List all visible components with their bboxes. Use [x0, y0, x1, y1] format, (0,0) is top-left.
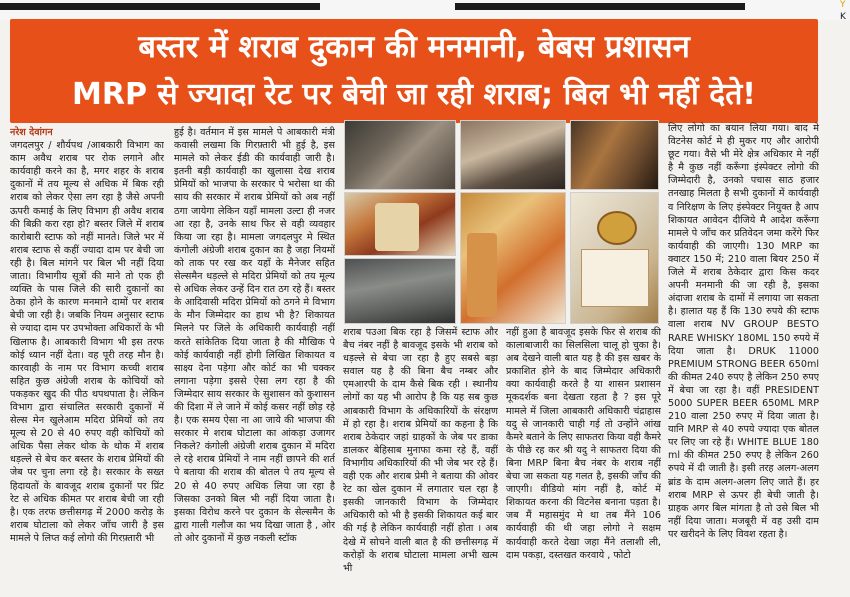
column-2-text: हुई है। वर्तमान में इस मामले पे आबकारी मंत्री कवासी लखमा कि गिरफ़्तारी भी हुई है, इस मामले को लेकर ईडी की कार्यवाही जारी है। इतनी बड़ी कार्यवाही का खुलासा देख शराब प्रेमियों को भाजपा के सरकार पे भरोसा था की साय की सरकार में शराब प्रेमियों को अब नहीं ठगा जायेगा लेकिन यहाँ मामला उल्टा ही नजर आ रहा है, उनके साथ फिर से वही व्यवहार किया जा रहा है। मामला जगदलपुर मे स्थित कंगोली अंग्रेजी शराब दुकान का है जहा नियमों को ताक पर रख कर यहाँ के मैनेजर सहित सेल्समैन धड़ल्ले से मदिरा प्रेमियों को तय मूल्य से अधिक लेकर उन्हें दिन रात ठग रहे हैं। बस्तर के आदिवासी मदिरा प्रेमियों को ठगने मे विभाग के मौन जिम्मेदार का हाथ भी है? शिकायत मिलने पर जिले के अधिकारी कार्यवाही नहीं करते सांकेतिक दिया जाता है की मौखिक पे कोई कार्यवाही नहीं होगी लिखित शिकायत व साक्ष्य देना पड़ेगा और कोर्ट का भी चक्कर लगाना पड़ेगा इससे ऐसा लग रहा है की जिम्मेदार साय सरकार के सुशासन को कुशासन की दिशा में ले जाने में कोई कसर नहीं छोड़ रहे है। एक समय ऐसा ना आ जाये की भाजपा की सरकार मे शराब घोटाला का आंकड़ा उजागर निकले? कंगोली अंग्रेजी शराब दुकान में मदिरा ले रहे शराब प्रेमियों ने नाम नहीं छापने की शर्त पे बताया की शराब की बोतल पे तय मूल्य से 20 से 40 रुपए अधिक लिया जा रहा है जिसका उनको बिल भी नहीं दिया जाता है। इसका विरोध करने पर दुकान के सेल्समैन के द्वारा गाली गलौज का भय दिखा जाता है , ओर तो ओर दुकानों में कुछ नकली स्टॉक	[174, 127, 335, 544]
photo-whisky-bottle	[460, 192, 566, 324]
bottle-image	[467, 233, 497, 317]
headline-line-2: MRP से ज्यादा रेट पर बेची जा रही शराब; बिल भी नहीं देते!	[72, 77, 756, 112]
byline: नरेश देवांगन	[10, 127, 53, 138]
column-3-text: शराब पउआ बिक रहा है जिसमें स्टाफ और बैच नंबर नहीं है बावजूद इसके भी शराब को धड़ल्ले से बेचा जा रहा है हुए सबसे बड़ा सवाल यह है की बिना बैच नम्बर और एमआरपी के दाम कैसे बिक रही । स्थानीय लोगों का यह भी आरोप है कि यह सब कुछ आबकारी विभाग के अधिकारियों के संरक्षण में हो रहा है। शराब प्रेमियों का कहना है कि शराब ठेकेदार जहां ग्राहकों के जेब पर डाका डालकर बेहिसाब मुनाफा कमा रहे हैं, वहीं विभागीय अधिकारियों की भी जेब भर रहे हैं। वही एक और शराब प्रेमी ने बताया की ओवर रेट का खेल दुकान में लगातार चल रहा है इसकी जानकारी विभाग के जिम्मेदार अधिकारी को भी है इसकी शिकायत कई बार की गई है लेकिन कार्यवाही नहीं होता । अब देखे में सोचने वाली बात है की छत्तीसगढ़ में करोड़ों के शराब घोटाला मामला अभी खत्म भी	[343, 327, 498, 574]
corner-mark-bottom: K	[840, 12, 846, 22]
article-column-3	[343, 326, 498, 594]
brand-seal-icon	[597, 211, 637, 245]
photo-shop-counter	[344, 120, 456, 190]
corner-mark-top: Y	[840, 0, 846, 10]
article-column-4	[506, 326, 661, 594]
column-4-text: नहीं हुआ है बावजूद इसके फिर से शराब की कालाबाजारी का सिलसिला चालू हो चुका है। अब देखने वाली बात यह है की इस खबर के प्रकाशित होने के बाद जिम्मेदार अधिकारी क्या कार्यवाही करते है या शासन प्रशासन मूकदर्शक बना देखता रहता है ? इस पूरे मामले में जिला आबकारी अधिकारी चंद्राहास यदु से जानकारी चाही गई तो उन्होंने आंख कैमरे बताने के लिए साफतरा किया वही कैमरे के पीछे रह कर श्री यदु ने साफतरा दिया की बिना MRP बिना बैच नंबर के शराब नहीं बेचा जा सकता यह गलत है, इसकी जाँच की जाएगी। वीडियो मांग नहीं है, कोर्ट में शिकायत करना की विटनेस बनाना पड़ता है। जब मैं महासमुंद मे था तब मैंने 106 कार्यवाही की थी जहा लोगो ने सक्षम कार्यवाही करते देखा जहा मैंने तलाशी ली, दाम पकड़ा, दस्तखत करवाये , फोटो	[506, 327, 661, 561]
article-column-2	[174, 126, 335, 594]
column-5-text: लिए लोगो का बयान लिया गया। बाद मे विटनेस कोर्ट मे ही मुकर गए और आरोपी छूट गया। वैसे भी मेरे क्षेत्र अधिकार मे नहीं है मै कुछ नहीं करूँगा इंस्पेक्टर लोगो की जिम्मेदारी है, उनको पचास साठ हजार तनखाह मिलता है सभी दुकानों में कार्यवाही व निरिक्षण के लिए इंस्पेक्टर नियुक्त है आप शिकायत आवेदन दीजिये मै आदेश करूँगा मामले पे जाँच कर प्रतिवेदन जमा करेंगे फिर कार्यवाही की जाएगी। 130 MRP का क्वाटर 150 में; 210 वाला बियर 250 में जिले में शराब ठेकेदार द्वारा किस कदर अपनी मनमानी की जा रही है, इसका अंदाजा शराब के दामों में लगाया जा सकता है। हालात यह हैं कि 130 रुपये की स्टाफ वाला शराब NV GROUP BESTO RARE WHISKY 180ML 150 रुपये में दिया जाता है। DRUK 11000 PREMIUM STRONG BEER 650ml की कीमत 240 रुपए है लेकिन 250 रुपए में बेचा जा रहा है। वहीं PRESIDENT 5000 SUPER BEER 650ML MRP 210 वाला 250 रुपए में दिया जाता है। यानि MRP से 40 रुपये ज्यादा एक बोतल पर लिए जा रहे हैं। WHITE BLUE 180 ml की कीमत 250 रुपए है लेकिन 260 रुपये में दी जाती है। इसी तरह अलग-अलग ब्रांड के दाम अलग-अलग लिए जाते हैं। हर शराब MRP से ऊपर ही बेची जाती है। ग्राहक अगर बिल मांगता है तो उसे बिल भी नहीं दिया जाता। मजबूरी में वह उसी दाम पर खरीदने के लिए विवश रहता है।	[668, 123, 819, 540]
article-column-1	[10, 126, 164, 594]
photo-street	[344, 258, 456, 324]
photo-shop-shelves	[570, 120, 659, 190]
photo-bottles-hand	[460, 120, 566, 190]
photo-bottle-label	[344, 192, 456, 256]
column-1-text: जगदलपुर / शौर्यपथ /आबकारी विभाग का काम अवैध शराब पर रोक लगाने और कार्यवाही करने का है, मगर शहर के शराब दुकानों में तय मूल्य से अधिक में बिक रही शराब को लेकर ऐसा लग रहा है जैसे अपनी ऊपरी कमाई के लिए विभाग ही अवैध शराब की बिक्री करा रहा हो? बस्तर जिले में शराब कारोबारी स्टाफ को नहीं मानते। जिले भर में शराब स्टाफ से कहीं ज्यादा दाम पर बेची जा रही है। बिल मांगने पर बिल भी नहीं दिया जाता। विभागीय सूत्रों की माने तो एक ही व्यक्ति के पास जिले की सारी दुकानों का ठेका होने के कारण मनमाने दामों पर शराब बेची जा रही है। जबकि नियम अनुसार स्टाफ से ज्यादा दाम पर उपभोक्ता अधिकारों के भी खिलाफ है। आबकारी विभाग भी इस तरफ कोई ध्यान नहीं देता। वह पूरी तरह मौन है। कारवाही के नाम पर विभाग कच्ची शराब सहित कुछ अंग्रेजी शराब के कोचियों को पकड़कर खुद की पीठ थपथपाता है। लेकिन विभाग द्वारा संचालित सरकारी दुकानों में सेल्स मेन खुलेआम मदिरा प्रेमियों को तय मूल्य से 20 से 40 रुपए वही कोचियों को अधिक पैसा लेकर थोक के थोक में शराब धड़ल्ले से बेच कर बस्तर के शराब प्रेमियों की जेब पर चुना लगा रहे है। सरकार के सख्त हिदायतों के बावजूद शराब दुकानों पर प्रिंट रेट से अधिक कीमत पर शराब बेची जा रही है। एक तरफ छत्तीसगढ़ में 2000 करोड़ के शराब घोटाला को लेकर जाँच जारी है इस मामले पे लिप्त कई लोगो की गिरफ़्तारी भी	[10, 140, 164, 544]
headline-banner	[10, 19, 818, 123]
masthead-remnant	[0, 3, 320, 10]
label-card	[581, 249, 649, 307]
headline-line-1: बस्तर में शराब दुकान की मनमानी, बेबस प्रशासन	[138, 29, 690, 65]
top-strip	[0, 0, 850, 20]
masthead-remnant	[455, 3, 745, 10]
bottle-image	[375, 203, 419, 251]
photo-whisky-label	[570, 192, 659, 324]
article-column-5	[668, 122, 819, 594]
